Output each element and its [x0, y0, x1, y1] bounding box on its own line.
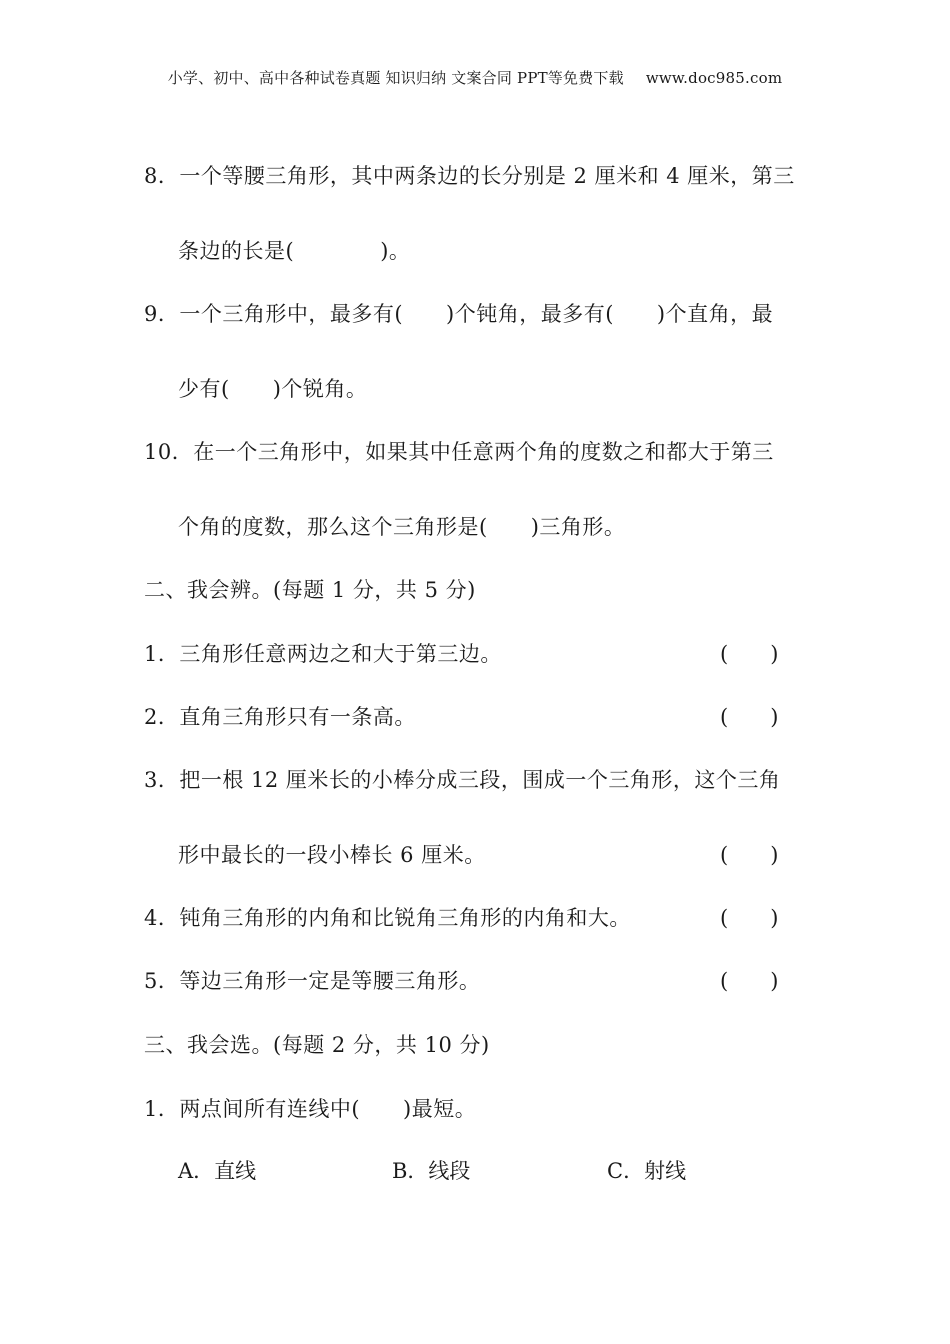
question-9-line2: 少有( )个锐角。: [178, 377, 368, 401]
question-8-line1: 8．一个等腰三角形，其中两条边的长分别是 2 厘米和 4 厘米，第三: [144, 164, 795, 188]
judge-item-4: 4．钝角三角形的内角和比锐角三角形的内角和大。: [144, 906, 631, 930]
header-url: www.doc985.com: [645, 69, 783, 87]
judge-item-1: 1．三角形任意两边之和大于第三边。: [144, 642, 502, 666]
section-3-title: 三、我会选。(每题 2 分，共 10 分): [144, 1033, 490, 1057]
question-9-line1: 9．一个三角形中，最多有( )个钝角，最多有( )个直角，最: [144, 302, 774, 326]
judge-answer-blank-4: ( ): [720, 906, 779, 930]
judge-answer-blank-5: ( ): [720, 969, 779, 993]
judge-answer-blank-1: ( ): [720, 642, 779, 666]
judge-item-2: 2．直角三角形只有一条高。: [144, 705, 416, 729]
header-text: 小学、初中、高中各种试卷真题 知识归纳 文案合同 PPT等免费下载: [167, 69, 624, 87]
judge-item-5: 5．等边三角形一定是等腰三角形。: [144, 969, 481, 993]
section-2-title: 二、我会辨。(每题 1 分，共 5 分): [144, 578, 476, 602]
judge-answer-blank-3: ( ): [720, 843, 779, 867]
choice-option-c: C．射线: [607, 1159, 687, 1183]
judge-answer-blank-2: ( ): [720, 705, 779, 729]
choice-option-b: B．线段: [392, 1159, 471, 1183]
question-8-line2: 条边的长是( )。: [178, 239, 411, 263]
judge-item-3-line2: 形中最长的一段小棒长 6 厘米。: [178, 843, 486, 867]
choice-option-a: A．直线: [178, 1159, 257, 1183]
judge-item-3-line1: 3．把一根 12 厘米长的小棒分成三段，围成一个三角形，这个三角: [144, 768, 781, 792]
question-10-line1: 10．在一个三角形中，如果其中任意两个角的度数之和都大于第三: [144, 440, 774, 464]
choice-question-1: 1．两点间所有连线中( )最短。: [144, 1097, 477, 1121]
question-10-line2: 个角的度数，那么这个三角形是( )三角形。: [178, 515, 626, 539]
page-header: [0, 67, 950, 88]
